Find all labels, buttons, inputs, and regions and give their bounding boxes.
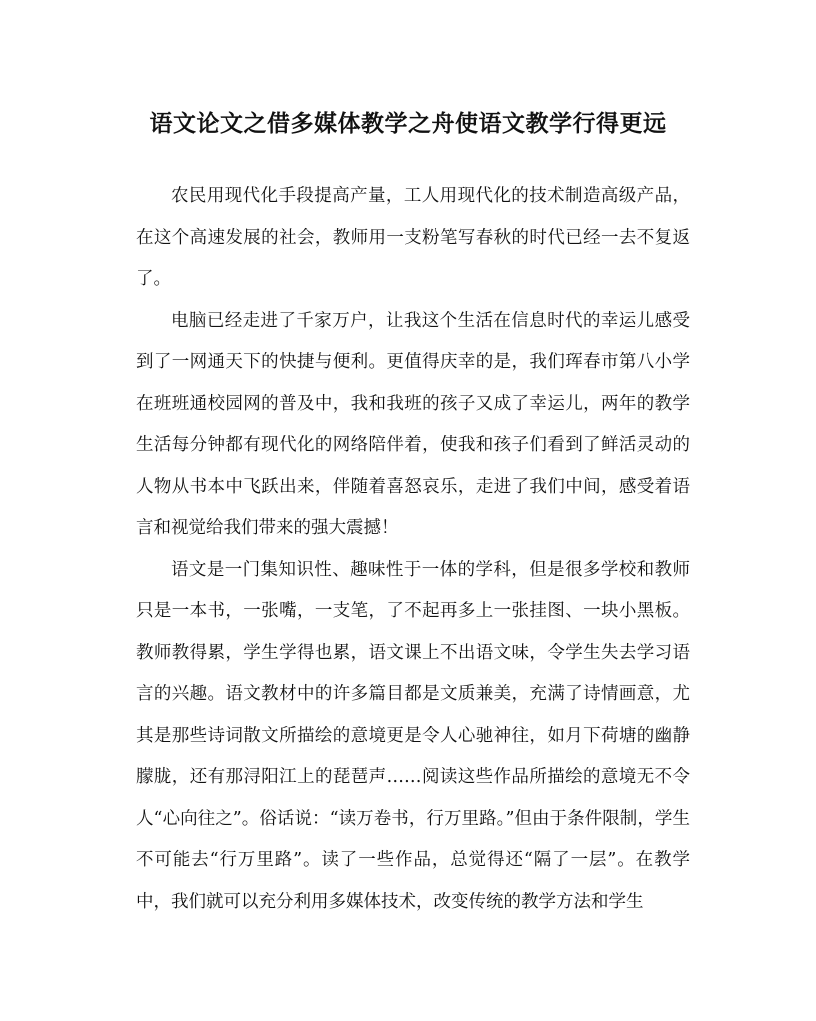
document-body — [136, 176, 690, 923]
paragraph-2: 电脑已经走进了千家万户，让我这个生活在信息时代的幸运儿感受到了一网通天下的快捷与便利。更值得庆幸的是，我们珲春市第八小学在班班通校园网的普及中，我和我班的孩子又成了幸运儿，两年的教学生活每分钟都有现代化的网络陪伴着，使我和孩子们看到了鲜活灵动的人物从书本中飞跃出来，伴随着喜怒哀乐，走进了我们中间，感受着语言和视觉给我们带来的强大震撼！ — [136, 310, 690, 538]
document-title: 语文论文之借多媒体教学之舟使语文教学行得更远 — [149, 110, 667, 137]
paragraph-1: 农民用现代化手段提高产量，工人用现代化的技术制造高级产品，在这个高速发展的社会，教师用一支粉笔写春秋的时代已经一去不复返了。 — [136, 186, 690, 289]
paragraph-3: 语文是一门集知识性、趣味性于一体的学科，但是很多学校和教师只是一本书，一张嘴，一支笔，了不起再多上一张挂图、一块小黑板。教师教得累，学生学得也累，语文课上不出语文味，令学生失去学习语言的兴趣。语文教材中的许多篇目都是文质兼美，充满了诗情画意，尤其是那些诗词散文所描绘的意境更是令人心驰神往，如月下荷塘的幽静朦胧，还有那浔阳江上的琵琶声……阅读这些作品所描绘的意境无不令人“心向往之”。俗话说：“读万卷书，行万里路。”但由于条件限制，学生不可能去“行万里路”。读了一些作品，总觉得还“隔了一层”。在教学中，我们就可以充分利用多媒体技术，改变传统的教学方法和学生 — [136, 559, 690, 912]
